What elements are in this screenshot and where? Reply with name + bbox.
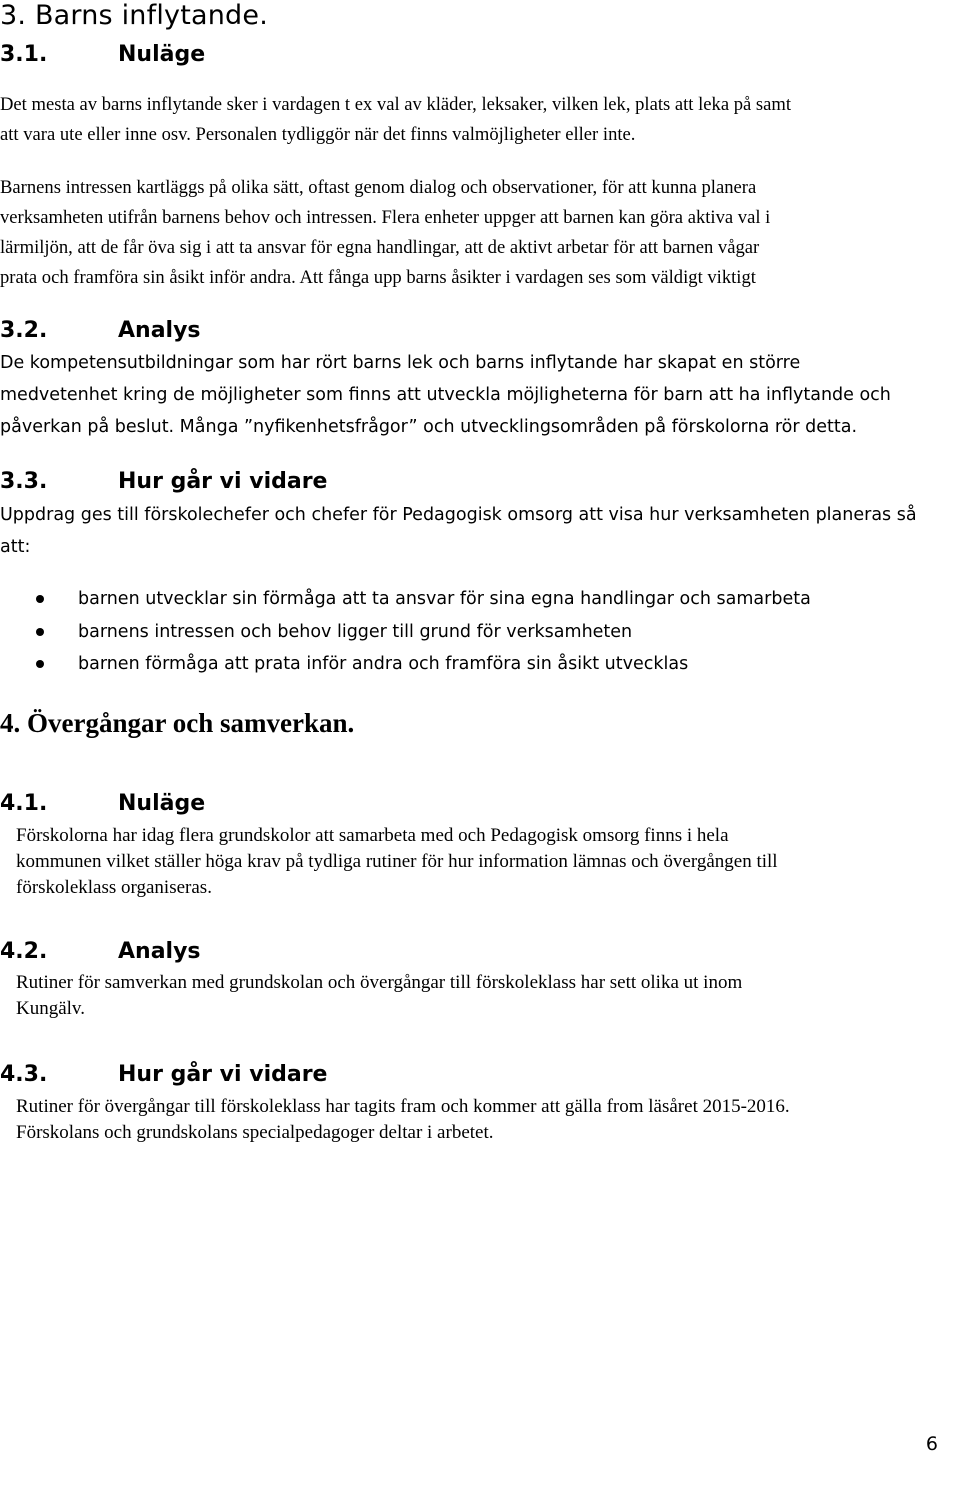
text-line: Förskolorna har idag flera grundskolor att samarbeta med och Pedagogisk omsorg finns i hela — [16, 825, 729, 846]
paragraph-3-2 — [0, 347, 891, 443]
text-line: Kungälv. — [16, 998, 85, 1019]
text-line: kommunen vilket ställer höga krav på tydliga rutiner för hur information lämnas och övergången till — [16, 851, 778, 872]
list-item — [0, 583, 811, 616]
page-number: 6 — [925, 1433, 938, 1455]
text-line: De kompetensutbildningar som har rört barns lek och barns inflytande har skapat en större — [0, 353, 801, 373]
paragraph-3-1-a — [0, 90, 791, 150]
subsection-number: 4.1. — [0, 791, 48, 816]
subsection-title: Hur går vi vidare — [118, 1062, 328, 1087]
paragraph-3-1-b — [0, 173, 770, 293]
text-line: medvetenhet kring de möjligheter som finns att utveckla möjligheterna för barn att ha inflytande och — [0, 385, 891, 405]
list-item-text: barnen förmåga att prata inför andra och framföra sin åsikt utvecklas — [78, 654, 689, 674]
subsection-title: Analys — [118, 318, 201, 343]
list-item-text: barnen utvecklar sin förmåga att ta ansvar för sina egna handlingar och samarbeta — [78, 589, 811, 609]
text-line: lärmiljön, att de får öva sig i att ta ansvar för egna handlingar, att de aktivt arbetar för att barnen vågar — [0, 237, 760, 258]
text-line: Det mesta av barns inflytande sker i vardagen t ex val av kläder, leksaker, vilken lek, plats att leka på samt — [0, 94, 792, 115]
subsection-number: 4.3. — [0, 1062, 48, 1087]
subsection-title: Analys — [118, 939, 201, 964]
list-item — [0, 616, 811, 649]
section-4-heading: 4. Övergångar och samverkan. — [0, 708, 355, 738]
subsection-4-1-heading — [0, 791, 205, 816]
subsection-number: 4.2. — [0, 939, 48, 964]
subsection-3-2-heading — [0, 318, 201, 343]
text-line: Barnens intressen kartläggs på olika sätt, oftast genom dialog och observationer, för att kunna planera — [0, 177, 757, 198]
subsection-4-2-heading — [0, 939, 201, 964]
subsection-number: 3.1. — [0, 42, 48, 67]
subsection-title: Nuläge — [118, 42, 206, 67]
text-line: Rutiner för samverkan med grundskolan och övergångar till förskoleklass har sett olika ut inom — [16, 972, 743, 993]
text-line: att: — [0, 537, 31, 557]
subsection-number: 3.2. — [0, 318, 48, 343]
paragraph-4-2 — [16, 970, 742, 1022]
text-line: verksamheten utifrån barnens behov och intressen. Flera enheter uppger att barnen kan göra aktiva val i — [0, 207, 771, 228]
text-line: Rutiner för övergångar till förskoleklass har tagits fram och kommer att gälla from läsåret 2015-2016. — [16, 1096, 790, 1117]
text-line: förskoleklass organiseras. — [16, 877, 212, 898]
subsection-title: Nuläge — [118, 791, 206, 816]
text-line: att vara ute eller inne osv. Personalen tydliggör när det finns valmöjligheter eller inte. — [0, 124, 636, 145]
bullet-list — [0, 583, 811, 681]
section-3-heading: 3. Barns inflytande. — [0, 0, 268, 31]
bullet-icon — [36, 660, 44, 668]
list-item-text: barnens intressen och behov ligger till grund för verksamheten — [78, 621, 633, 642]
bullet-icon — [36, 628, 44, 636]
subsection-4-3-heading — [0, 1062, 327, 1087]
list-item — [0, 648, 811, 681]
text-line: prata och framföra sin åsikt inför andra. Att fånga upp barns åsikter i vardagen ses som väldigt viktigt — [0, 267, 756, 288]
paragraph-4-3 — [16, 1094, 790, 1146]
text-line: påverkan på beslut. Många ”nyfikenhetsfrågor” och utvecklingsområden på förskolorna rör detta. — [0, 417, 858, 437]
text-line: Uppdrag ges till förskolechefer och chefer för Pedagogisk omsorg att visa hur verksamheten planeras så — [0, 505, 917, 525]
subsection-3-3-heading — [0, 469, 327, 494]
bullet-icon — [36, 595, 44, 603]
paragraph-3-3 — [0, 499, 917, 563]
text-line: Förskolans och grundskolans specialpedagoger deltar i arbetet. — [16, 1122, 494, 1143]
subsection-title: Hur går vi vidare — [118, 469, 328, 494]
paragraph-4-1 — [16, 823, 778, 901]
subsection-3-1-heading — [0, 42, 205, 67]
subsection-number: 3.3. — [0, 469, 48, 494]
